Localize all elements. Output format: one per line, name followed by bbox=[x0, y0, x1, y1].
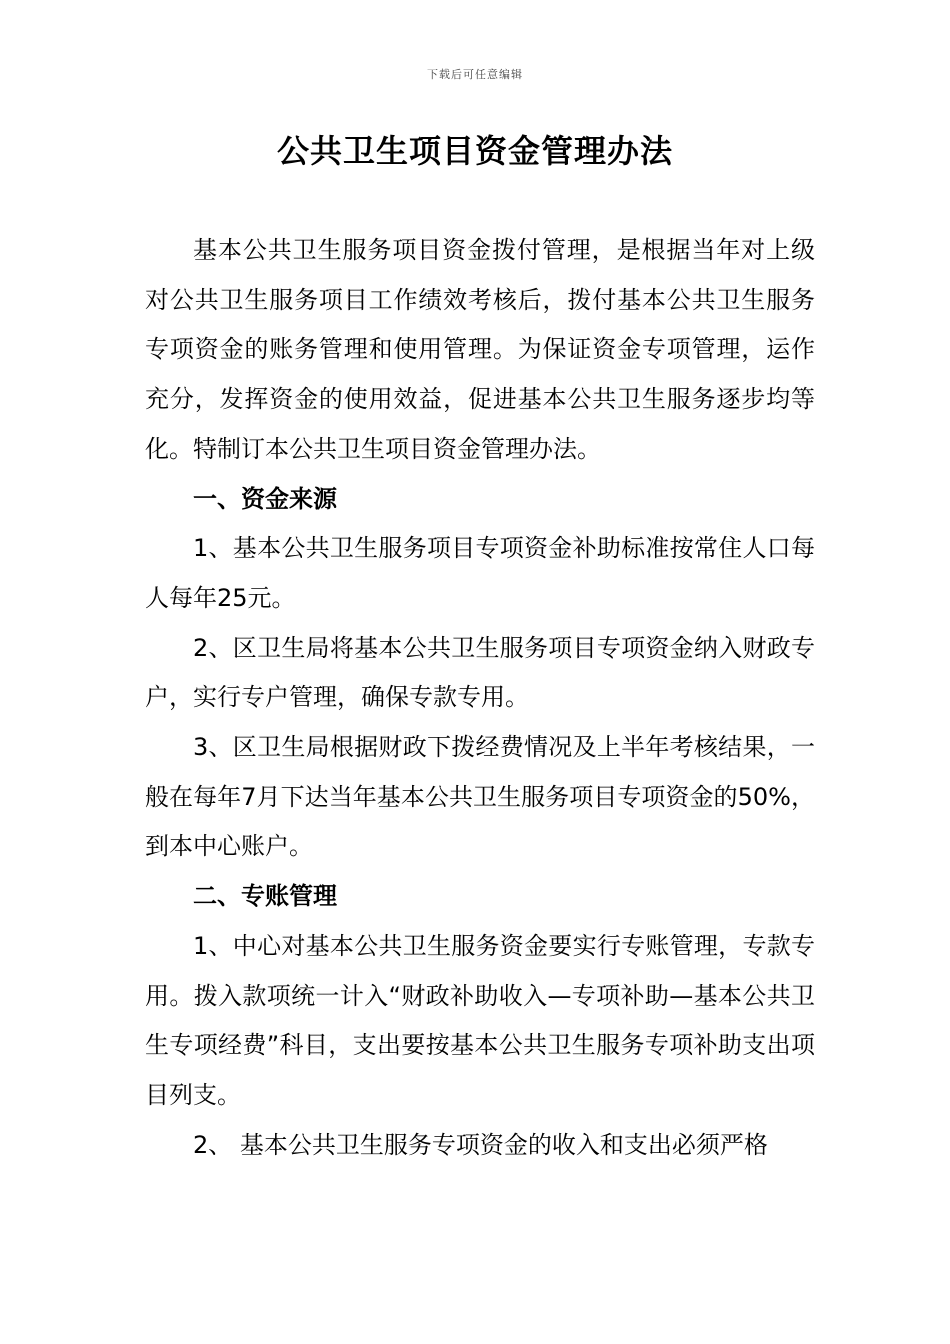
header-note: 下载后可任意编辑 bbox=[427, 68, 523, 81]
intro-paragraph: 基本公共卫生服务项目资金拨付管理，是根据当年对上级对公共卫生服务项目工作绩效考核后，拨付基本公共卫生服务专项资金的账务管理和使用管理。为保证资金专项管理，运作充分，发挥资金的使用效益，促进基本公共卫生服务逐步均等化。特制订本公共卫生项目资金管理办法。 bbox=[145, 236, 815, 463]
section-heading-funding-source: 一、资金来源 bbox=[193, 484, 337, 513]
document-title: 公共卫生项目资金管理办法 bbox=[276, 132, 673, 170]
paragraph: 1、基本公共卫生服务项目专项资金补助标准按常住人口每人每年25元。 bbox=[145, 534, 815, 612]
document-body bbox=[145, 226, 815, 1170]
paragraph: 2、 基本公共卫生服务专项资金的收入和支出必须严格 bbox=[193, 1130, 768, 1159]
paragraph: 1、中心对基本公共卫生服务资金要实行专账管理，专款专用。拨入款项统一计入“财政补助收入—专项补助—基本公共卫生专项经费”科目，支出要按基本公共卫生服务专项补助支出项目列支。 bbox=[145, 931, 815, 1109]
section-heading-account-management: 二、专账管理 bbox=[193, 882, 337, 911]
paragraph: 3、区卫生局根据财政下拨经费情况及上半年考核结果，一般在每年7月下达当年基本公共卫生服务项目专项资金的50%，到本中心账户。 bbox=[145, 733, 815, 861]
paragraph: 2、区卫生局将基本公共卫生服务项目专项资金纳入财政专户，实行专户管理，确保专款专用。 bbox=[145, 633, 815, 712]
